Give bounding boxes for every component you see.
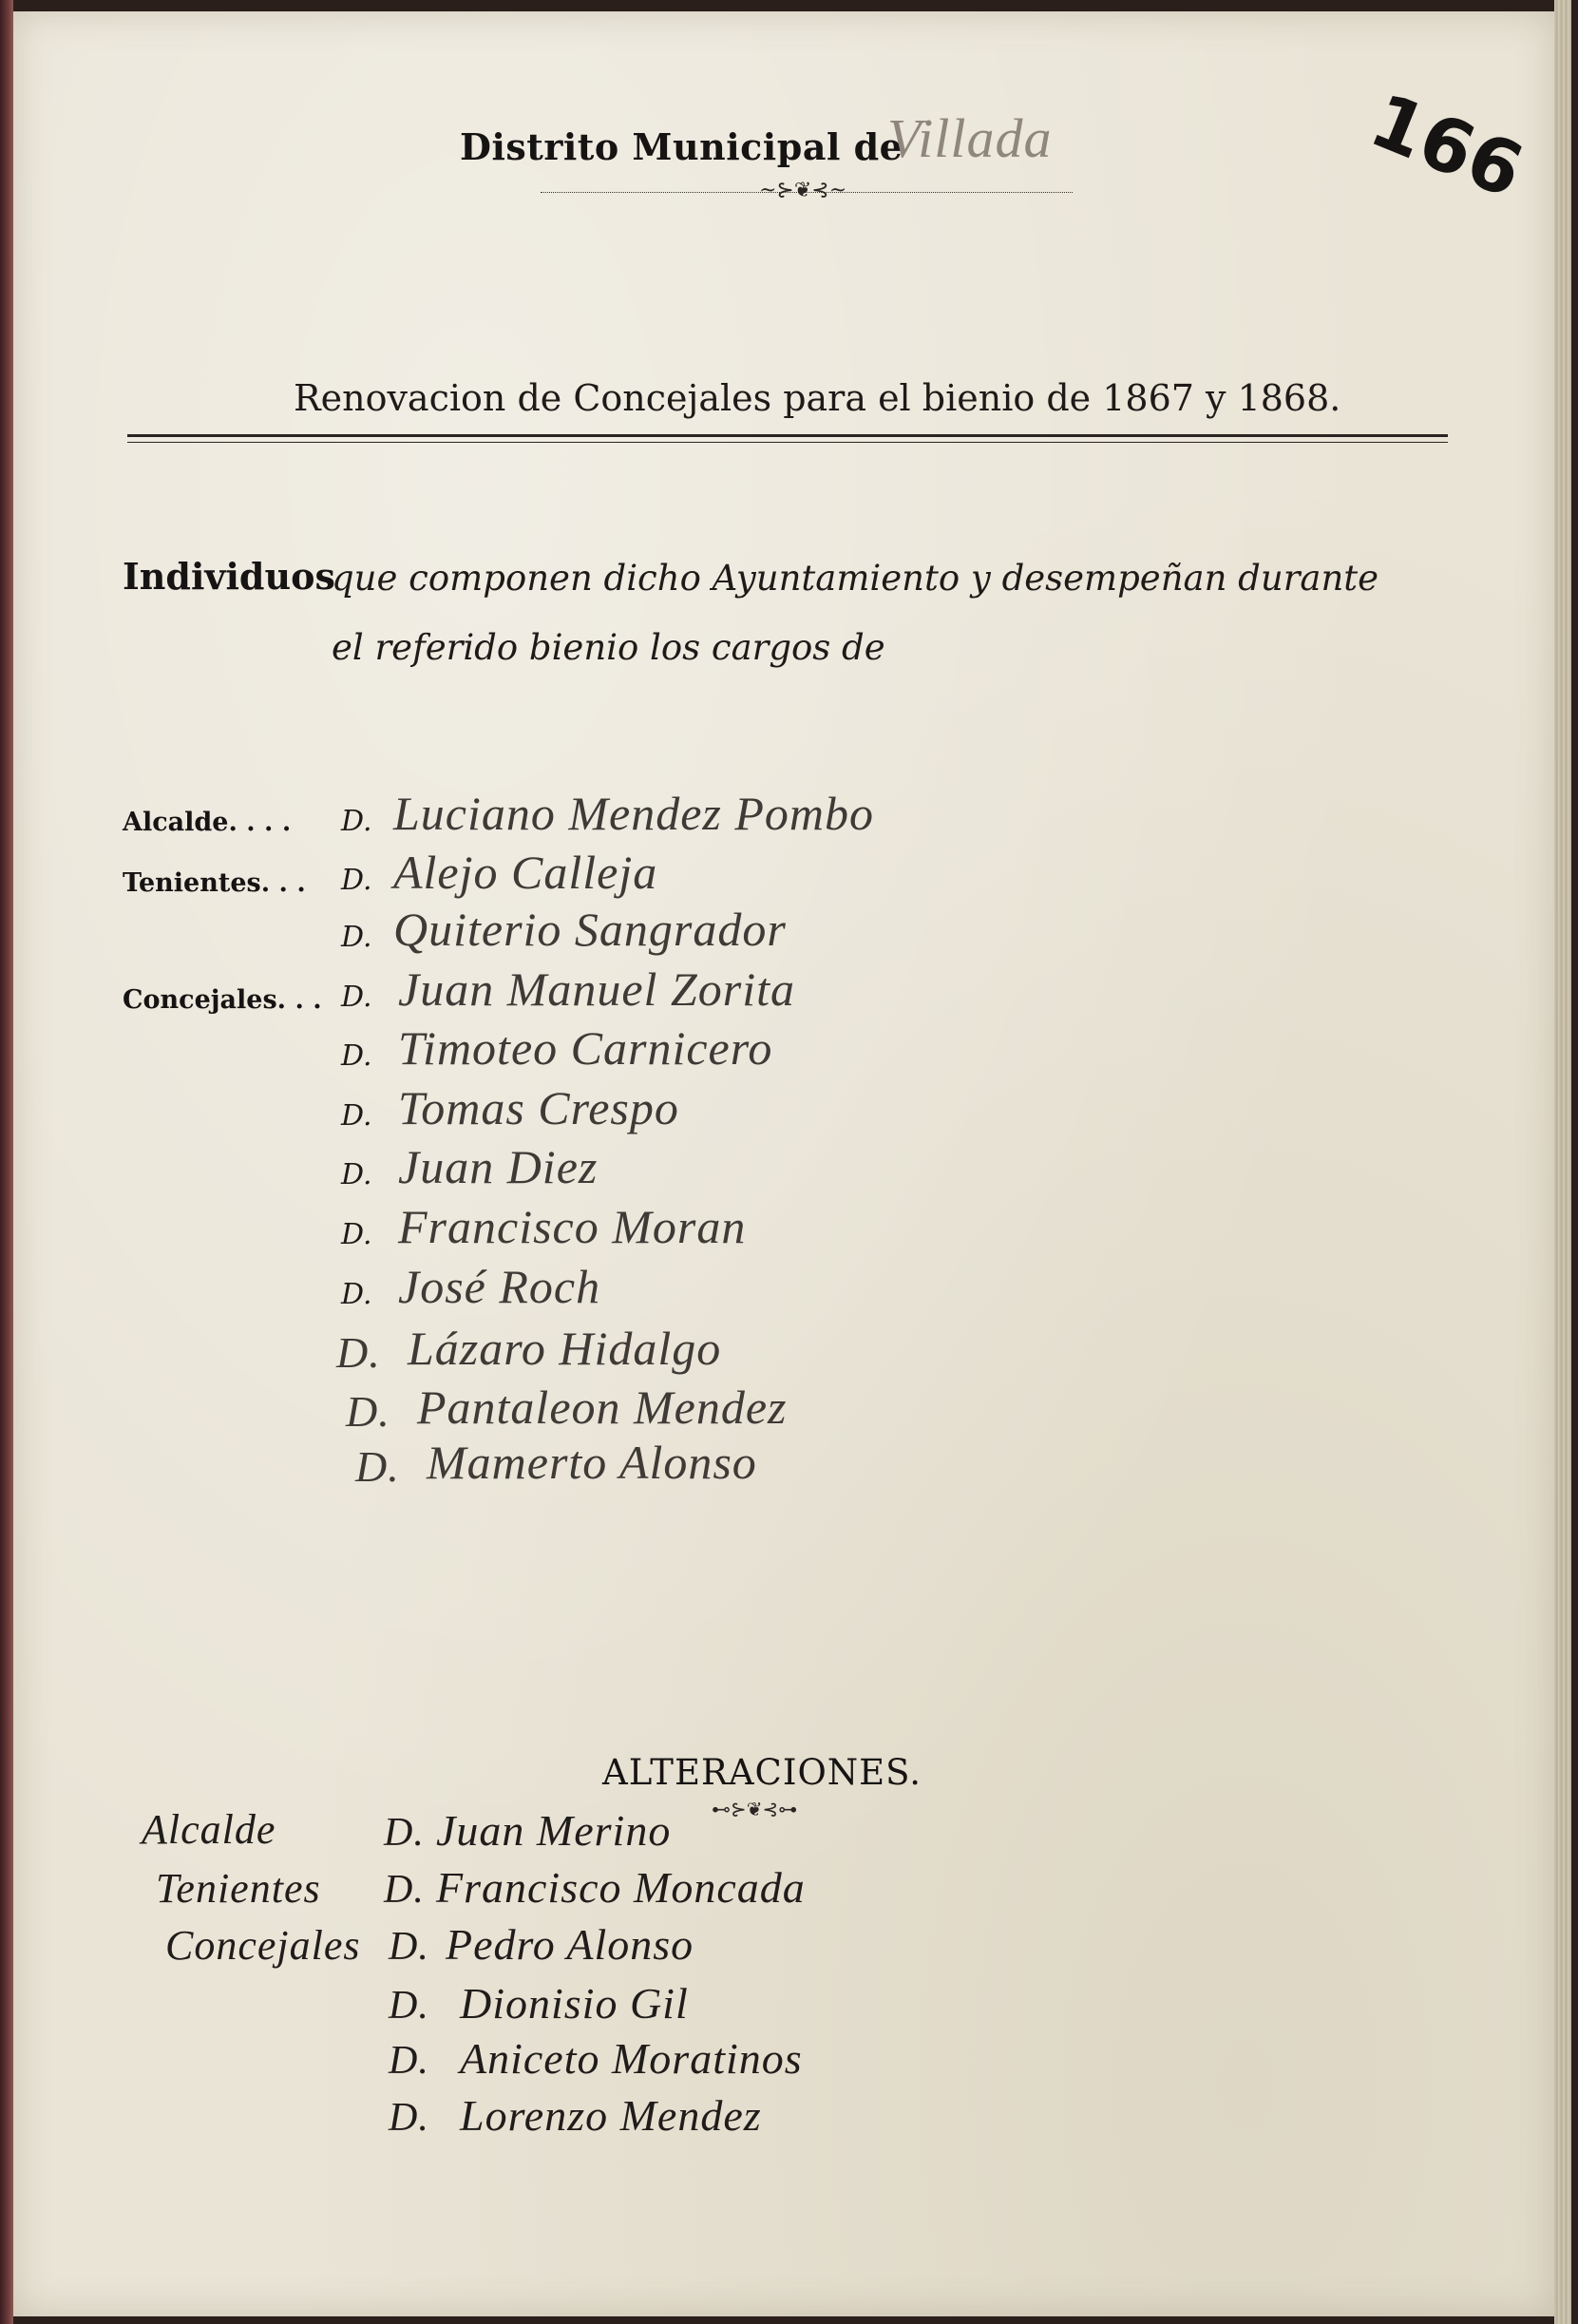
tenientes-label: Tenientes. . . xyxy=(123,868,306,898)
concejal-name: Timoteo Carnicero xyxy=(398,1021,773,1075)
alcalde-label: Alcalde. . . . xyxy=(123,808,292,837)
concejal-name: Pantaleon Mendez xyxy=(417,1381,788,1434)
don-prefix: D. xyxy=(341,1158,372,1191)
concejal-name: Juan Diez xyxy=(398,1140,599,1193)
district-label: Distrito Municipal de xyxy=(460,125,903,168)
don-prefix: D. xyxy=(341,805,372,838)
don-prefix: D. xyxy=(346,1387,390,1436)
folio-number: 166 xyxy=(1359,78,1534,216)
header-ornament: ~⊱❦⊰~ xyxy=(759,179,847,202)
alcalde-name: Luciano Mendez Pombo xyxy=(393,787,875,840)
don-prefix: D. xyxy=(341,1218,372,1251)
don-prefix: D. xyxy=(341,1099,372,1133)
don-prefix: D. xyxy=(336,1328,381,1377)
alteracion-alcalde-label: Alcalde xyxy=(142,1806,276,1853)
don-prefix: D. xyxy=(389,2096,429,2140)
intro-line-2: el referido bienio los cargos de xyxy=(332,627,885,668)
district-name: Villada xyxy=(887,107,1053,169)
concejal-name: Lázaro Hidalgo xyxy=(408,1322,722,1375)
book-binding xyxy=(0,0,13,2324)
alteracion-concejal-name: Aniceto Moratinos xyxy=(460,2034,803,2083)
don-prefix: D. xyxy=(341,864,372,897)
don-prefix: D. xyxy=(341,1278,372,1311)
concejal-name: Mamerto Alonso xyxy=(427,1436,757,1489)
alteracion-concejales-label: Concejales xyxy=(165,1922,361,1969)
alteracion-teniente-name: Francisco Moncada xyxy=(436,1863,806,1912)
don-prefix: D. xyxy=(341,981,372,1014)
alteracion-alcalde-name: Juan Merino xyxy=(436,1806,672,1855)
don-prefix: D. xyxy=(389,1925,429,1969)
concejal-name: José Roch xyxy=(398,1260,601,1313)
concejales-label: Concejales. . . xyxy=(123,985,322,1015)
concejal-name: Juan Manuel Zorita xyxy=(398,962,795,1016)
concejal-name: Francisco Moran xyxy=(398,1200,747,1253)
don-prefix: D. xyxy=(341,921,372,954)
teniente-name: Alejo Calleja xyxy=(393,846,658,899)
don-prefix: D. xyxy=(355,1442,400,1491)
concejal-name: Tomas Crespo xyxy=(398,1081,679,1134)
alteracion-tenientes-label: Tenientes xyxy=(156,1865,321,1912)
don-prefix: D. xyxy=(384,1868,425,1912)
page-edge xyxy=(1554,0,1571,2324)
alteraciones-title: ALTERACIONES. xyxy=(602,1752,922,1793)
don-prefix: D. xyxy=(384,1811,425,1855)
don-prefix: D. xyxy=(389,1984,429,2028)
alteracion-concejal-name: Pedro Alonso xyxy=(446,1920,694,1969)
subtitle: Renovacion de Concejales para el bienio de 1867 y 1868. xyxy=(294,377,1341,419)
intro-lead: Individuos xyxy=(123,555,335,598)
don-prefix: D. xyxy=(341,1039,372,1073)
alteraciones-ornament: ⊷⊱❦⊰⊶ xyxy=(712,1798,798,1820)
teniente-name: Quiterio Sangrador xyxy=(393,903,787,956)
subtitle-rule xyxy=(127,434,1448,443)
intro-line-1: que componen dicho Ayuntamiento y desempeñan durante xyxy=(332,558,1379,599)
document-page xyxy=(13,11,1554,2316)
alteracion-concejal-name: Lorenzo Mendez xyxy=(460,2091,762,2140)
don-prefix: D. xyxy=(389,2039,429,2083)
alteracion-concejal-name: Dionisio Gil xyxy=(460,1979,689,2028)
